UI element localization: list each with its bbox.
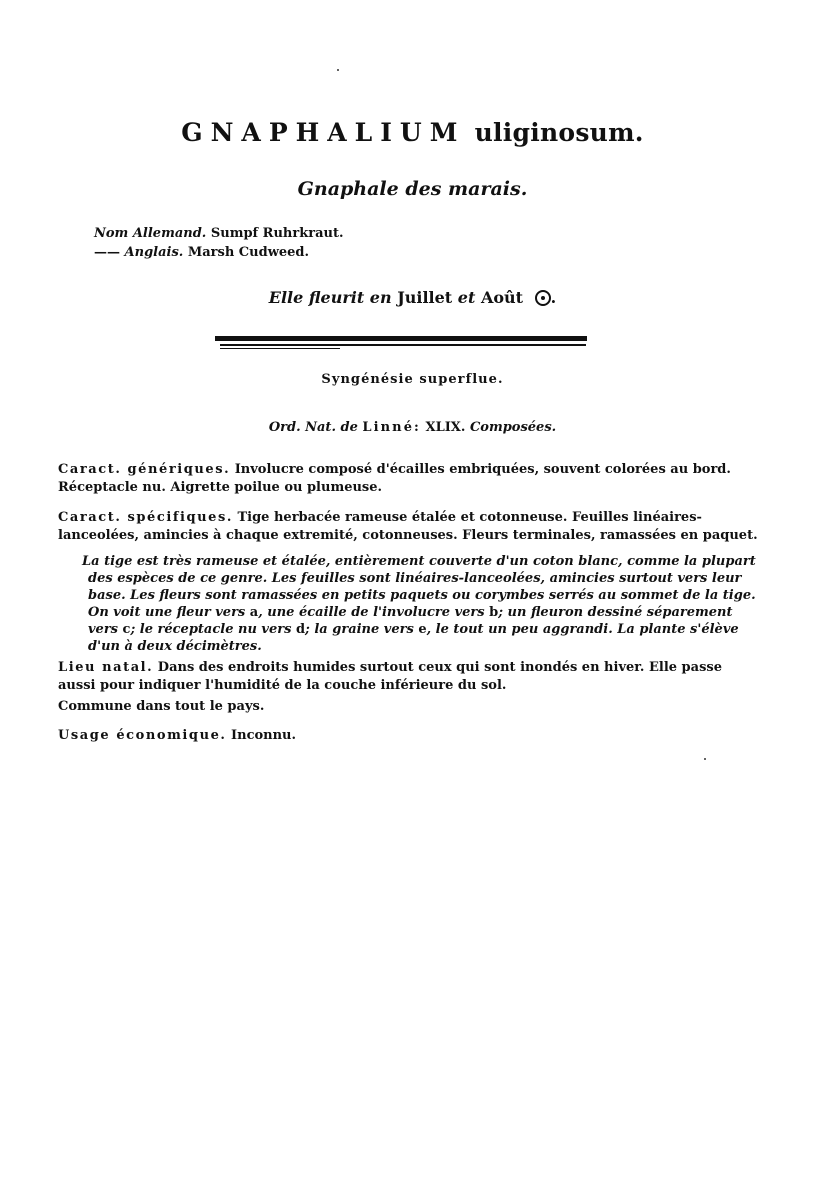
flowering-et: et xyxy=(457,288,476,307)
specific-label: Caract. spécifiques. xyxy=(58,510,233,525)
german-label: Nom Allemand. xyxy=(94,226,207,241)
habitat-text: Dans des endroits humides surtout ceux qui sont inondés en hiver. Elle passe aussi pour indiquer l'humidité de la couche inférieure du sol. xyxy=(58,660,722,693)
plant-description xyxy=(82,553,762,655)
title-genus: GNAPHALIUM xyxy=(181,118,466,147)
usage-text: Inconnu. xyxy=(231,728,297,743)
order-de: de xyxy=(340,420,358,435)
description-part3: ; un fleuron dessiné séparement vers xyxy=(88,605,733,637)
english-dash: —— xyxy=(94,245,120,260)
specific-text: Tige herbacée rameuse étalée et cotonneuse. Feuilles linéaires-lanceolées, amincies à chaque extremité, cotonneuses. Fleurs terminales, ramassées en paquet. xyxy=(58,510,758,543)
order-label: Ord. Nat. xyxy=(268,420,336,435)
order-number: XLIX. xyxy=(425,420,466,435)
usage-label: Usage économique. xyxy=(58,728,227,743)
flowering-month1: Juillet xyxy=(397,288,453,307)
page-title xyxy=(0,118,825,147)
figure-ref-b: b xyxy=(489,605,499,620)
commonness: Commune dans tout le pays. xyxy=(58,699,265,714)
description-part5: ; la graine vers xyxy=(305,622,414,637)
figure-ref-d: d xyxy=(295,622,306,637)
title-species: uliginosum. xyxy=(474,118,644,147)
figure-ref-c: c xyxy=(122,622,131,637)
economic-usage xyxy=(58,727,762,745)
french-name: Gnaphale des marais. xyxy=(297,178,528,200)
flowering-month2: Août xyxy=(480,288,524,307)
generic-label: Caract. génériques. xyxy=(58,462,231,477)
habitat xyxy=(58,659,762,695)
english-name-row xyxy=(94,243,343,262)
figure-ref-e: e xyxy=(418,622,427,637)
description-part2: , une écaille de l'involucre vers xyxy=(258,605,485,620)
german-value: Sumpf Ruhrkraut. xyxy=(210,226,344,241)
divider-thin xyxy=(220,344,586,346)
description-part6: , le tout un peu aggrandi. La plante s'élève d'un à deux décimètres. xyxy=(88,622,739,654)
ink-speck xyxy=(704,758,706,760)
order-family: Composées. xyxy=(469,420,557,435)
figure-ref-a: a xyxy=(249,605,259,620)
generic-characters xyxy=(58,461,762,497)
english-label: Anglais. xyxy=(124,245,184,260)
flowering-pre: Elle fleurit en xyxy=(268,288,392,307)
common-names xyxy=(94,224,343,262)
description-part1: La tige est très rameuse et étalée, entièrement couverte d'un coton blanc, comme la plupart des espèces de ce genre. Les feuilles sont linéaires-lanceolées, amincies surtout vers leur base. Les fleurs sont ramassées en petits paquets ou corymbes serrés au sommet de la tige. On voit une fleur vers xyxy=(82,554,756,620)
order-linne: Linné: xyxy=(362,420,421,435)
german-name-row xyxy=(94,224,343,243)
annual-plant-icon xyxy=(535,290,551,306)
description-part4: ; le réceptacle nu vers xyxy=(130,622,292,637)
habitat-label: Lieu natal. xyxy=(58,660,154,675)
flowering-end: . xyxy=(550,288,557,307)
specific-characters xyxy=(58,509,762,545)
linnaean-class: Syngénésie superflue. xyxy=(321,372,504,387)
generic-text: Involucre composé d'écailles embriquées, souvent colorées au bord. Réceptacle nu. Aigrette poilue ou plumeuse. xyxy=(58,462,731,495)
divider-hairline xyxy=(220,348,340,349)
english-value: Marsh Cudweed. xyxy=(187,245,310,260)
natural-order xyxy=(0,420,825,435)
divider-thick xyxy=(215,336,587,341)
flowering-line xyxy=(0,288,825,307)
ink-speck xyxy=(337,69,339,71)
